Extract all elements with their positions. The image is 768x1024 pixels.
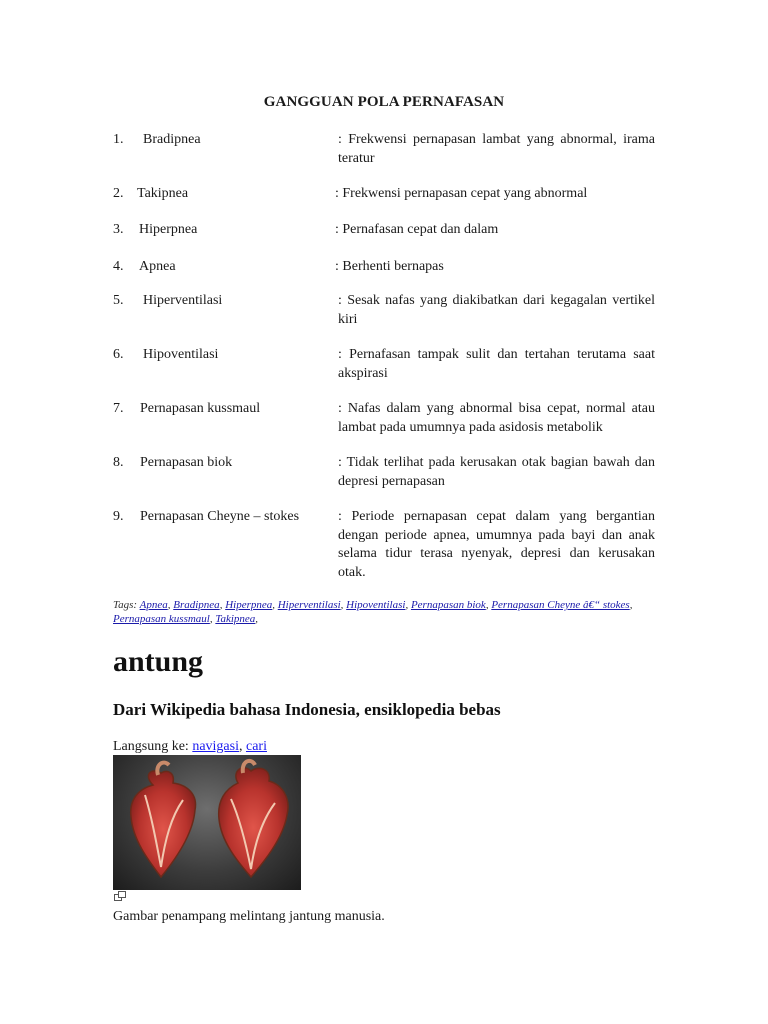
item-number: 3. (113, 222, 124, 237)
tag-link[interactable]: Takipnea (215, 613, 256, 625)
tags-label: Tags: (113, 599, 138, 611)
item-definition: : Pernafasan tampak sulit dan tertahan terutama saat akspirasi (338, 347, 655, 381)
tag-links: Apnea, Bradipnea, Hiperpnea, Hiperventilasi, Hipoventilasi, Pernapasan biok, Pernapasan Cheyne â€“ stokes, Pernapasan kussmaul, Takipnea, (113, 599, 633, 625)
heart-illustration (113, 755, 301, 890)
jump-separator: , (238, 739, 243, 754)
item-term: Hiperventilasi (143, 293, 223, 308)
jump-to-line (113, 739, 267, 755)
jump-label: Langsung ke: (113, 739, 189, 754)
item-term: Pernapasan kussmaul (140, 401, 261, 416)
item-term: Pernapasan Cheyne – stokes (140, 509, 300, 524)
item-definition: : Berhenti bernapas (335, 259, 444, 274)
item-definition: : Nafas dalam yang abnormal bisa cepat, normal atau lambat pada umumnya pada asidosis metabolik (338, 401, 655, 435)
heart-cross-section-image[interactable] (113, 755, 301, 890)
item-number: 9. (113, 509, 124, 524)
tag-link[interactable]: Hiperpnea (225, 599, 273, 611)
tag-link[interactable]: Hipoventilasi (346, 599, 406, 611)
item-number: 5. (113, 293, 124, 308)
item-definition: : Periode pernapasan cepat dalam yang bergantian dengan periode apnea, umumnya pada bayi dan anak selama tidur terasa nyenyak, depresi dan kerusakan otak. (338, 509, 655, 580)
item-number: 4. (113, 259, 124, 274)
article-heading: antung (113, 645, 204, 678)
article-subheading: Dari Wikipedia bahasa Indonesia, ensiklopedia bebas (113, 700, 501, 719)
tag-link[interactable]: Pernapasan Cheyne â€“ stokes (491, 599, 630, 611)
item-term: Hiperpnea (139, 222, 198, 237)
tag-link[interactable]: Pernapasan kussmaul (113, 613, 210, 625)
item-term: Hipoventilasi (143, 347, 219, 362)
item-definition: : Pernafasan cepat dan dalam (335, 222, 499, 237)
search-link[interactable]: cari (245, 739, 267, 754)
item-term: Bradipnea (143, 132, 201, 147)
item-number: 2. (113, 186, 124, 201)
tag-link[interactable]: Pernapasan biok (410, 599, 486, 611)
tag-link[interactable]: Apnea (139, 599, 168, 611)
item-term: Apnea (139, 259, 176, 274)
tag-link[interactable]: Hiperventilasi (277, 599, 341, 611)
item-definition: : Frekwensi pernapasan lambat yang abnormal, irama teratur (338, 132, 655, 166)
document-title: GANGGUAN POLA PERNAFASAN (263, 94, 505, 110)
item-number: 1. (113, 132, 124, 147)
item-number: 7. (113, 401, 124, 416)
tag-link[interactable]: Bradipnea (173, 599, 220, 611)
item-term: Takipnea (137, 186, 189, 201)
item-definition: : Tidak terlihat pada kerusakan otak bagian bawah dan depresi pernapasan (338, 455, 655, 489)
item-term: Pernapasan biok (140, 455, 233, 470)
item-number: 6. (113, 347, 124, 362)
item-definition: : Frekwensi pernapasan cepat yang abnormal (335, 186, 588, 201)
enlarge-icon[interactable] (114, 891, 126, 901)
item-number: 8. (113, 455, 124, 470)
item-definition: : Sesak nafas yang diakibatkan dari kegagalan vertikel kiri (338, 293, 655, 327)
navigation-link[interactable]: navigasi (192, 739, 239, 754)
image-caption: Gambar penampang melintang jantung manusia. (113, 909, 385, 924)
tags-line (113, 598, 658, 626)
